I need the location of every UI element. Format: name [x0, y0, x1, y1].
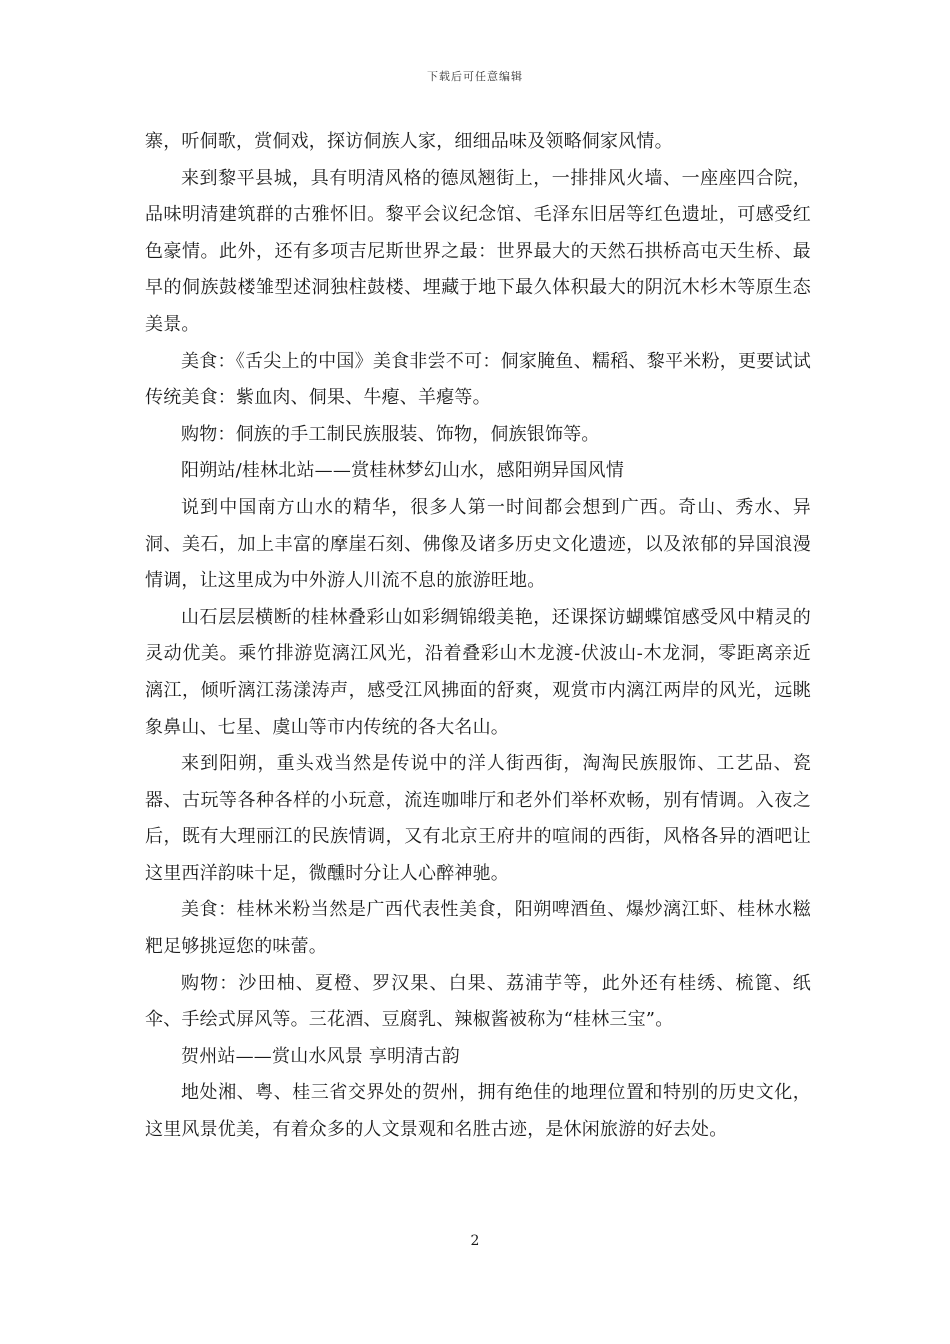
paragraph-guangxi-intro: 说到中国南方山水的精华，很多人第一时间都会想到广西。奇山、秀水、异洞、美石，加上丰富的摩崖石刻、佛像及诸多历史文化遗迹，以及浓郁的异国浪漫情调，让这里成为中外游人川流不息的旅游旺地。: [145, 496, 811, 592]
paragraph-yangshuo-west-street: 来到阳朔，重头戏当然是传说中的洋人街西街，淘淘民族服饰、工艺品、瓷器、古玩等各种各样的小玩意，流连咖啡厅和老外们举杯欢畅，别有情调。入夜之后，既有大理丽江的民族情调，又有北京王府井的喧闹的西街，风格各异的酒吧让这里西洋韵味十足，微醺时分让人心醉神驰。: [145, 753, 811, 884]
section-heading-hezhou: 贺州站——赏山水风景 享明清古韵: [181, 1045, 460, 1067]
paragraph-liping-food: 美食：《舌尖上的中国》美食非尝不可：侗家腌鱼、糯稻、黎平米粉，更要试试传统美食：紫血肉、侗果、牛瘪、羊瘪等。: [145, 350, 811, 409]
document-body: [145, 124, 811, 1149]
page-number: 2: [470, 1233, 480, 1249]
paragraph-continuation: 寨，听侗歌，赏侗戏，探访侗族人家，细细品味及领略侗家风情。: [145, 131, 673, 152]
paragraph-guilin-food: 美食：桂林米粉当然是广西代表性美食，阳朔啤酒鱼、爆炒漓江虾、桂林水糍粑足够挑逗您的味蕾。: [145, 899, 811, 958]
paragraph-liping-shopping: 购物：侗族的手工制民族服装、饰物，侗族银饰等。: [181, 423, 600, 445]
paragraph-hezhou-intro: 地处湘、粤、桂三省交界处的贺州，拥有绝佳的地理位置和特别的历史文化，这里风景优美，有着众多的人文景观和名胜古迹，是休闲旅游的好去处。: [145, 1082, 811, 1141]
paragraph-liping-county: 来到黎平县城，具有明清风格的德凤翘街上，一排排风火墙、一座座四合院，品味明清建筑群的古雅怀旧。黎平会议纪念馆、毛泽东旧居等红色遗址，可感受红色豪情。此外，还有多项吉尼斯世界之最：世界最大的天然石拱桥高屯天生桥、最早的侗族鼓楼雏型述洞独柱鼓楼、埋藏于地下最久体积最大的阴沉木杉木等原生态美景。: [145, 167, 811, 335]
paragraph-guilin-shopping: 购物：沙田柚、夏橙、罗汉果、白果、荔浦芋等，此外还有桂绣、梳篦、纸伞、手绘式屏风等。三花酒、豆腐乳、辣椒酱被称为“桂林三宝”。: [145, 972, 811, 1031]
section-heading-yangshuo-guilin: 阳朔站/桂林北站——赏桂林梦幻山水，感阳朔异国风情: [181, 460, 625, 482]
paragraph-guilin-lijiang: 山石层层横断的桂林叠彩山如彩绸锦缎美艳，还课探访蝴蝶馆感受风中精灵的灵动优美。乘竹排游览漓江风光，沿着叠彩山木龙渡-伏波山-木龙洞，零距离亲近漓江，倾听漓江荡漾涛声，感受江风拂面的舒爽，观赏市内漓江两岸的风光，远眺象鼻山、七星、虞山等市内传统的各大名山。: [145, 606, 811, 738]
page-header: 下载后可任意编辑: [427, 70, 523, 83]
